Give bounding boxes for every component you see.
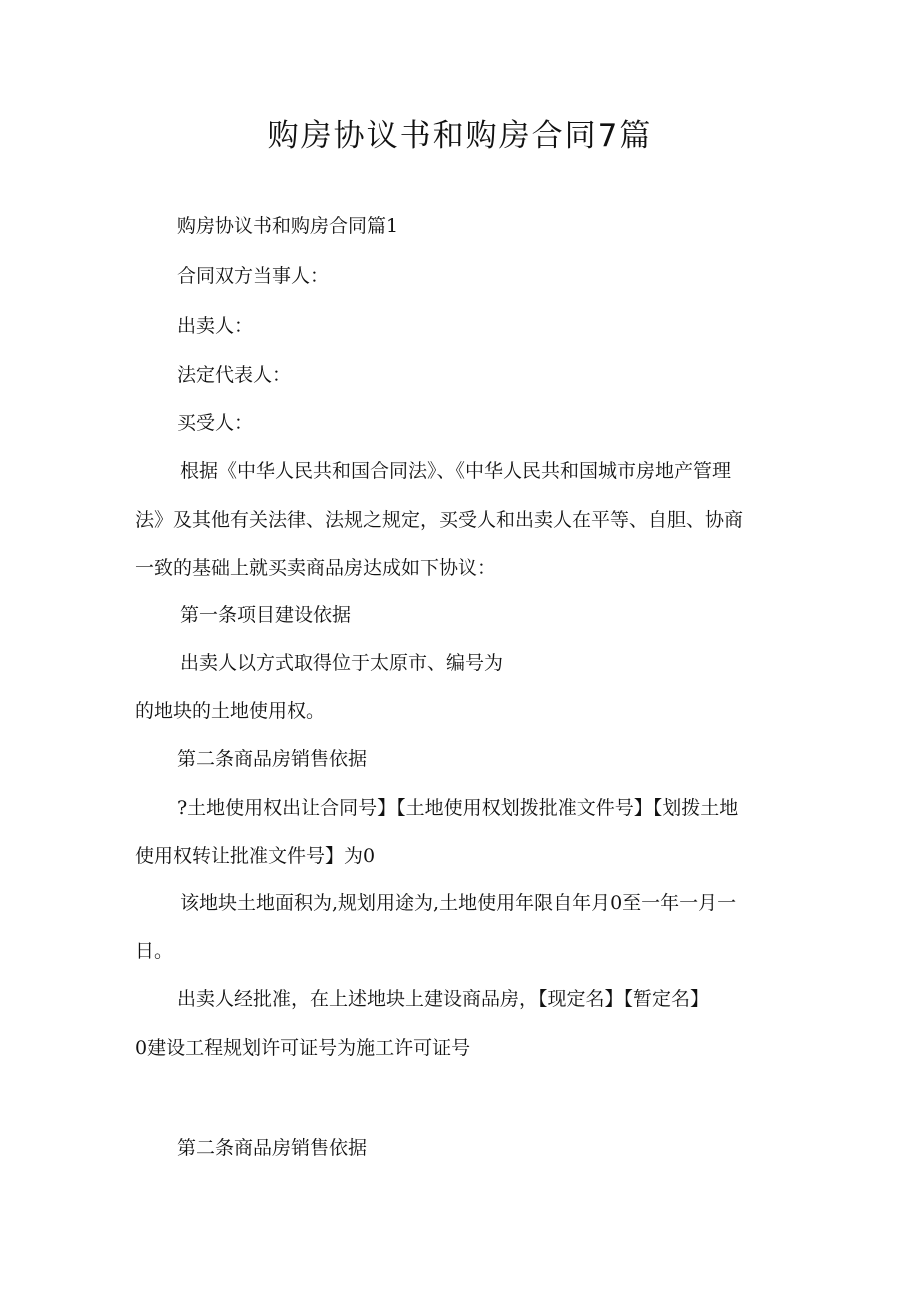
article-heading: 第一条项目建设依据 — [180, 604, 352, 626]
document-title: 购房协议书和购房合同7篇 — [267, 118, 653, 154]
paragraph-line: 一致的基础上就买卖商品房达成如下协议： — [135, 557, 497, 579]
paragraph-line: 该地块土地面积为,规划用途为,土地使用年限自年月0至一年一月一 — [180, 892, 737, 914]
article-heading: 第二条商品房销售依据 — [177, 748, 368, 770]
paragraph-line: ?土地使用权出让合同号】【土地使用权划拨批准文件号】【划拨土地 — [177, 797, 739, 819]
paragraph-line: 0建设工程规划许可证号为施工许可证号 — [135, 1037, 471, 1059]
paragraph-line: 使用权转让批准文件号】为0 — [135, 845, 376, 867]
section-heading: 购房协议书和购房合同篇1 — [177, 215, 399, 237]
paragraph-line: 出卖人： — [177, 315, 254, 337]
paragraph-line: 出卖人以方式取得位于太原市、编号为 — [180, 652, 504, 674]
paragraph-line: 合同双方当事人： — [177, 265, 330, 287]
paragraph-line: 日。 — [135, 940, 174, 962]
paragraph-line: 的地块的土地使用权。 — [135, 700, 326, 722]
article-heading: 第二条商品房销售依据 — [177, 1137, 368, 1159]
paragraph-line: 根据《中华人民共和国合同法》、《中华人民共和国城市房地产管理 — [180, 460, 732, 482]
paragraph-line: 买受人： — [177, 412, 254, 434]
paragraph-line: 法定代表人： — [177, 364, 292, 386]
paragraph-line: 出卖人经批准，在上述地块上建设商品房，【现定名】【暂定名】 — [177, 988, 710, 1010]
paragraph-line: 法》及其他有关法律、法规之规定，买受人和出卖人在平等、自胆、协商 — [135, 509, 744, 531]
